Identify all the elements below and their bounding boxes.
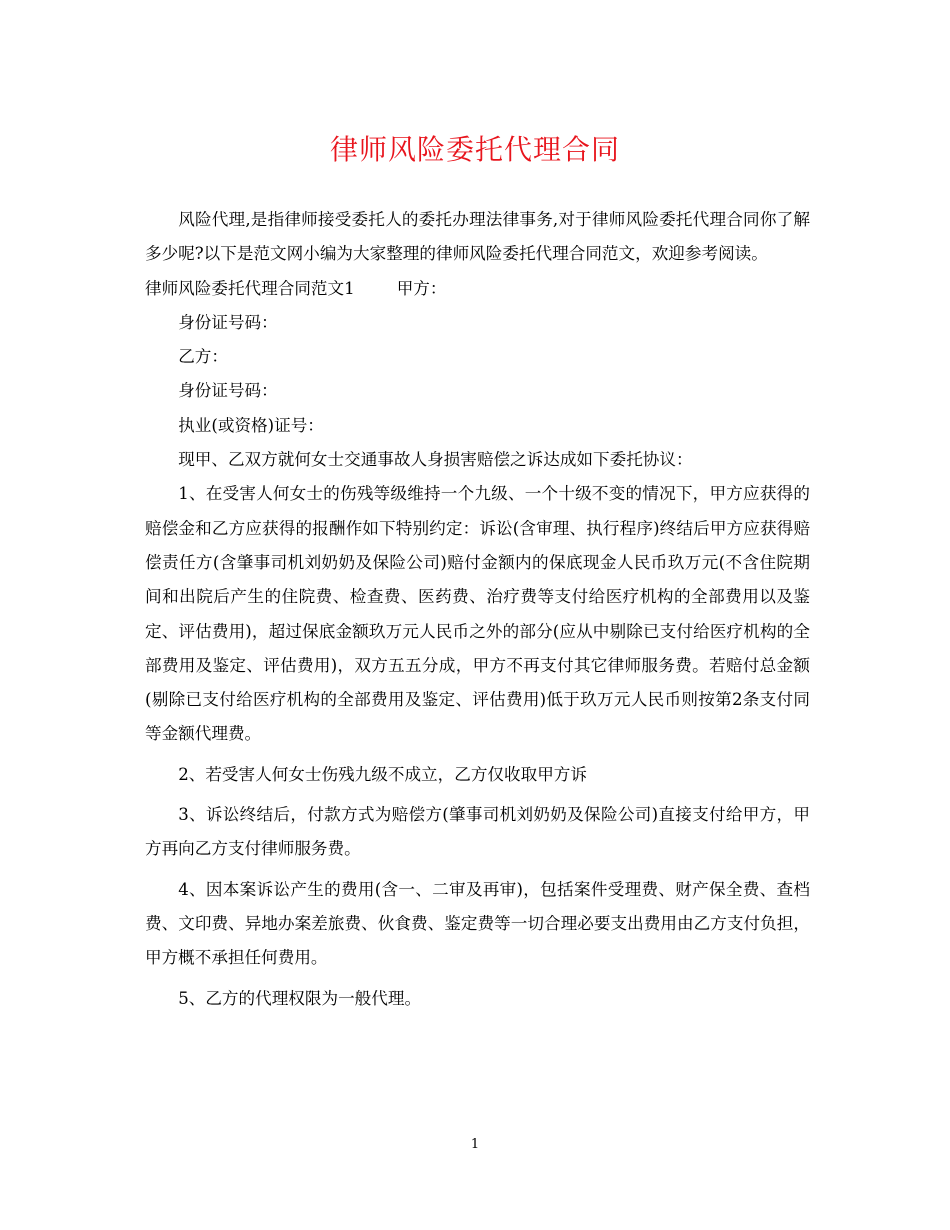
page-number: 1 bbox=[470, 1137, 480, 1152]
sample-heading: 律师风险委托代理合同范文1 bbox=[145, 278, 355, 298]
clause-4: 4、因本案诉讼产生的费用(含一、二审及再审)，包括案件受理费、财产保全费、查档费、文印费、异地办案差旅费、伙食费、鉴定费等一切合理必要支出费用由乙方支付负担，甲方概不承担任何费用。 bbox=[145, 879, 810, 968]
id-number-a-label: 身份证号码： bbox=[178, 312, 278, 332]
clause-2: 2、若受害人何女士伤残九级不成立，乙方仅收取甲方诉 bbox=[178, 764, 587, 784]
document-body bbox=[145, 203, 810, 1016]
agreement-intro: 现甲、乙双方就何女士交通事故人身损害赔偿之诉达成如下委托协议： bbox=[178, 450, 693, 470]
clause-5: 5、乙方的代理权限为一般代理。 bbox=[178, 988, 422, 1008]
party-a-label: 甲方： bbox=[396, 278, 447, 298]
clause-3: 3、诉讼终结后，付款方式为赔偿方(肇事司机刘奶奶及保险公司)直接支付给甲方，甲方再向乙方支付律师服务费。 bbox=[145, 805, 810, 859]
party-b-label: 乙方： bbox=[178, 347, 228, 367]
license-number-label: 执业(或资格)证号： bbox=[178, 415, 324, 435]
intro-paragraph: 风险代理,是指律师接受委托人的委托办理法律事务,对于律师风险委托代理合同你了解多少呢?以下是范文网小编为大家整理的律师风险委托代理合同范文，欢迎参考阅读。 bbox=[145, 210, 810, 264]
sample-heading-line bbox=[145, 272, 810, 306]
document-title: 律师风险委托代理合同 bbox=[329, 133, 620, 166]
id-number-b-label: 身份证号码： bbox=[178, 381, 278, 401]
clause-1: 1、在受害人何女士的伤残等级维持一个九级、一个十级不变的情况下，甲方应获得的赔偿金和乙方应获得的报酬作如下特别约定：诉讼(含审理、执行程序)终结后甲方应获得赔偿责任方(含肇事司机刘奶奶及保险公司)赔付金额内的保底现金人民币玖万元(不含住院期间和出院后产生的住院费、检查费、医药费、治疗费等支付给医疗机构的全部费用以及鉴定、评估费用)，超过保底金额玖万元人民币之外的部分(应从中剔除已支付给医疗机构的全部费用及鉴定、评估费用)，双方五五分成，甲方不再支付其它律师服务费。若赔付总金额(剔除已支付给医疗机构的全部费用及鉴定、评估费用)低于玖万元人民币则按第2条支付同等金额代理费。 bbox=[145, 484, 810, 744]
